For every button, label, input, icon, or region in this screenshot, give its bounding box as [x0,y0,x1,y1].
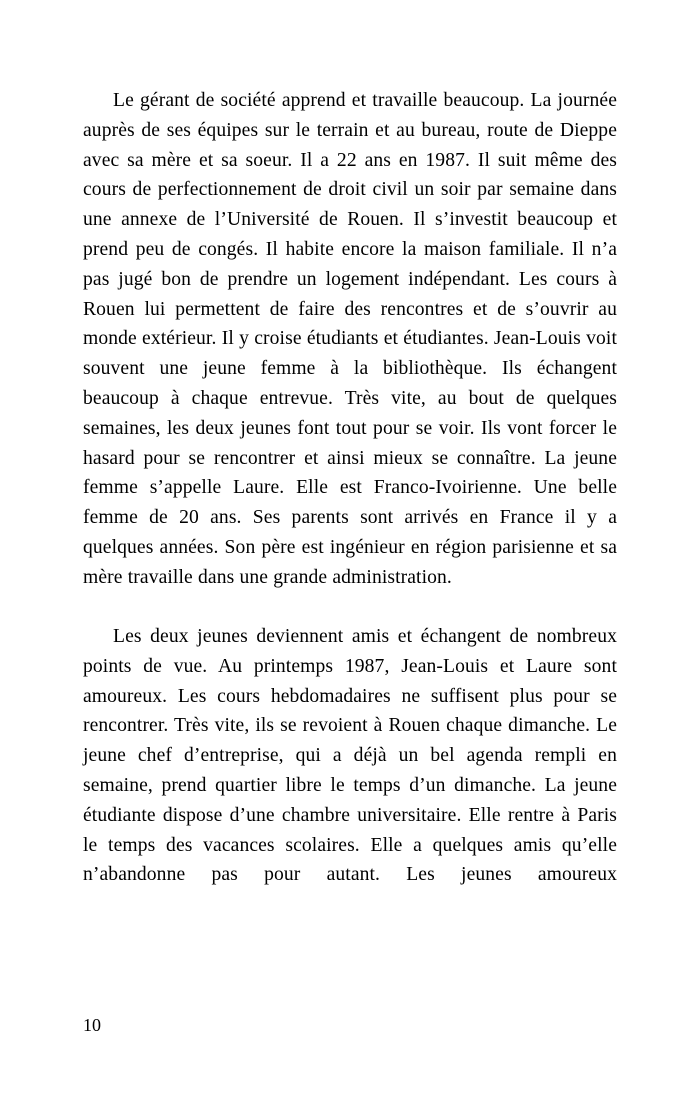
body-paragraph: Le gérant de société apprend et travaille beaucoup. La journée auprès de ses équipes sur le terrain et au bureau, route de Dieppe avec sa mère et sa soeur. Il a 22 ans en 1987. Il suit même des cours de perfectionnement de droit civil un soir par semaine dans une annexe de l’Université de Rouen. Il s’investit beaucoup et prend peu de congés. Il habite encore la maison familiale. Il n’a pas jugé bon de prendre un logement indépendant. Les cours à Rouen lui permettent de faire des rencontres et de s’ouvrir au monde extérieur. Il y croise étudiants et étudiantes. Jean-Louis voit souvent une jeune femme à la bibliothèque. Ils échangent beaucoup à chaque entrevue. Très vite, au bout de quelques semaines, les deux jeunes font tout pour se voir. Ils vont forcer le hasard pour se rencontrer et ainsi mieux se connaître. La jeune femme s’appelle Laure. Elle est Franco-Ivoirienne. Une belle femme de 20 ans. Ses parents sont arrivés en France il y a quelques années. Son père est ingénieur en région parisienne et sa mère travaille dans une grande administration. [83,90,617,588]
body-paragraph: Les deux jeunes deviennent amis et échangent de nombreux points de vue. Au printemps 1987, Jean-Louis et Laure sont amoureux. Les cours hebdomadaires ne suffisent plus pour se rencontrer. Très vite, ils se revoient à Rouen chaque dimanche. Le jeune chef d’entreprise, qui a déjà un bel agenda rempli en semaine, prend quartier libre le temps d’un dimanche. La jeune étudiante dispose d’une chambre universitaire. Elle rentre à Paris le temps des vacances scolaires. Elle a quelques amis qu’elle n’abandonne pas pour autant. Les jeunes amoureux [83,626,617,886]
body-text-column [83,86,617,890]
page-number: 10 [83,1015,101,1035]
